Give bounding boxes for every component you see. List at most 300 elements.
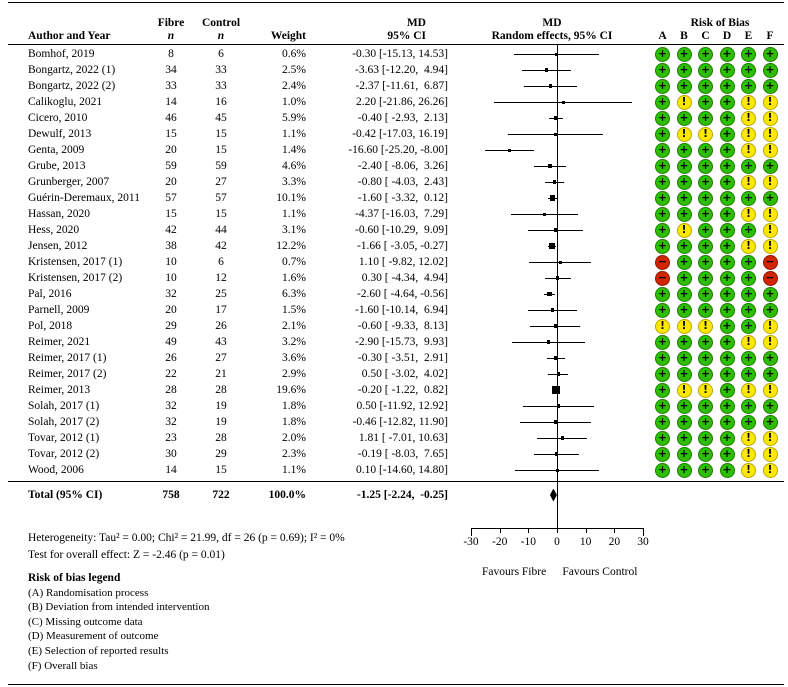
some-concerns-icon: ! xyxy=(763,175,778,190)
low-risk-icon: + xyxy=(698,159,713,174)
some-concerns-icon: ! xyxy=(677,127,692,142)
rob-cell xyxy=(652,302,788,318)
plot-cell xyxy=(452,446,652,462)
plot-cell xyxy=(452,142,652,158)
effect-marker xyxy=(554,324,557,327)
low-risk-icon: + xyxy=(698,95,713,110)
author-cell: Reimer, 2017 (1) xyxy=(28,352,107,364)
effect-marker xyxy=(548,164,552,168)
low-risk-icon: + xyxy=(741,79,756,94)
effect-marker xyxy=(553,180,557,184)
total-rob-cell xyxy=(652,486,788,504)
control-n-cell: 15 xyxy=(215,464,227,476)
effect-marker xyxy=(554,356,558,360)
low-risk-icon: + xyxy=(698,191,713,206)
effect-marker xyxy=(547,292,551,296)
low-risk-icon: + xyxy=(655,207,670,222)
effect-marker xyxy=(508,149,511,152)
rob-cell xyxy=(652,286,788,302)
low-risk-icon: + xyxy=(655,111,670,126)
md-ci-cell: -2.60 [ -4.64, -0.56] xyxy=(356,288,448,300)
fibre-n-cell: 30 xyxy=(165,448,177,460)
low-risk-icon: + xyxy=(698,143,713,158)
legend-items xyxy=(28,586,209,674)
low-risk-icon: + xyxy=(720,367,735,382)
bottom-rule xyxy=(8,684,784,685)
rob-cell xyxy=(652,62,788,78)
low-risk-icon: + xyxy=(741,255,756,270)
some-concerns-icon: ! xyxy=(763,335,778,350)
header-fibre-label: Fibre xyxy=(157,17,185,29)
fibre-n-cell: 32 xyxy=(165,416,177,428)
plot-cell xyxy=(452,110,652,126)
md-ci-cell: -1.66 [ -3.05, -0.27] xyxy=(356,240,448,252)
md-ci-cell: -0.20 [ -1.22, 0.82] xyxy=(357,384,448,396)
some-concerns-icon: ! xyxy=(763,143,778,158)
md-ci-cell: -0.40 [ -2.93, 2.13] xyxy=(357,112,448,124)
low-risk-icon: + xyxy=(698,207,713,222)
effect-marker xyxy=(545,68,548,71)
plot-cell xyxy=(452,382,652,398)
low-risk-icon: + xyxy=(677,239,692,254)
md-ci-cell: -4.37 [-16.03, 7.29] xyxy=(355,208,448,220)
fibre-n-cell: 59 xyxy=(165,160,177,172)
x-axis xyxy=(452,524,672,584)
author-cell: Hassan, 2020 xyxy=(28,208,90,220)
md-ci-cell: -0.42 [-17.03, 16.19] xyxy=(352,128,448,140)
low-risk-icon: + xyxy=(741,47,756,62)
header-risk-of-bias xyxy=(652,5,788,43)
low-risk-icon: + xyxy=(720,431,735,446)
plot-cell xyxy=(452,62,652,78)
weight-cell: 2.5% xyxy=(282,64,306,76)
control-n-cell: 45 xyxy=(215,112,227,124)
plot-cell xyxy=(452,126,652,142)
rob-cell xyxy=(652,414,788,430)
low-risk-icon: + xyxy=(698,239,713,254)
author-cell: Calikoglu, 2021 xyxy=(28,96,103,108)
md-ci-cell: 2.20 [-21.86, 26.26] xyxy=(356,96,448,108)
fibre-n-cell: 23 xyxy=(165,432,177,444)
low-risk-icon: + xyxy=(720,239,735,254)
some-concerns-icon: ! xyxy=(741,175,756,190)
rob-letter: D xyxy=(722,30,732,42)
weight-cell: 1.1% xyxy=(282,128,306,140)
md-ci-cell: -0.46 [-12.82, 11.90] xyxy=(352,416,448,428)
weight-cell: 0.6% xyxy=(282,48,306,60)
control-n-cell: 19 xyxy=(215,400,227,412)
low-risk-icon: + xyxy=(677,415,692,430)
author-cell: Grunberger, 2007 xyxy=(28,176,110,188)
top-rule xyxy=(8,2,784,3)
total-weight: 100.0% xyxy=(268,489,306,501)
low-risk-icon: + xyxy=(655,175,670,190)
low-risk-icon: + xyxy=(677,79,692,94)
control-n-cell: 17 xyxy=(215,304,227,316)
plot-cell xyxy=(452,78,652,94)
low-risk-icon: + xyxy=(741,271,756,286)
low-risk-icon: + xyxy=(698,47,713,62)
author-cell: Genta, 2009 xyxy=(28,144,85,156)
author-cell: Hess, 2020 xyxy=(28,224,80,236)
plot-cell xyxy=(452,174,652,190)
md-ci-cell: -16.60 [-25.20, -8.00] xyxy=(348,144,448,156)
fibre-n-cell: 15 xyxy=(165,128,177,140)
plot-cell xyxy=(452,190,652,206)
control-n-cell: 33 xyxy=(215,64,227,76)
header-md-label: MD xyxy=(406,17,426,29)
rob-letter: B xyxy=(680,30,688,42)
weight-cell: 1.1% xyxy=(282,208,306,220)
weight-cell: 1.8% xyxy=(282,400,306,412)
author-cell: Grube, 2013 xyxy=(28,160,86,172)
effect-marker xyxy=(551,308,554,311)
rob-cell xyxy=(652,174,788,190)
plot-cell xyxy=(452,398,652,414)
fibre-n-cell: 10 xyxy=(165,256,177,268)
low-risk-icon: + xyxy=(677,335,692,350)
some-concerns-icon: ! xyxy=(763,319,778,334)
some-concerns-icon: ! xyxy=(741,239,756,254)
control-n-cell: 44 xyxy=(215,224,227,236)
legend-item: (E) Selection of reported results xyxy=(28,644,169,657)
low-risk-icon: + xyxy=(720,47,735,62)
axis-tick xyxy=(471,528,472,536)
weight-cell: 0.7% xyxy=(282,256,306,268)
low-risk-icon: + xyxy=(698,415,713,430)
md-ci-cell: -0.80 [ -4.03, 2.43] xyxy=(357,176,448,188)
weight-cell: 19.6% xyxy=(276,384,306,396)
fibre-n-cell: 29 xyxy=(165,320,177,332)
low-risk-icon: + xyxy=(763,287,778,302)
low-risk-icon: + xyxy=(655,143,670,158)
low-risk-icon: + xyxy=(655,47,670,62)
fibre-n-cell: 46 xyxy=(165,112,177,124)
header-rule xyxy=(8,44,784,45)
low-risk-icon: + xyxy=(677,63,692,78)
author-cell: Reimer, 2013 xyxy=(28,384,91,396)
effect-marker xyxy=(549,84,552,87)
author-cell: Bomhof, 2019 xyxy=(28,48,95,60)
low-risk-icon: + xyxy=(655,383,670,398)
author-cell: Kristensen, 2017 (2) xyxy=(28,272,123,284)
rob-cell xyxy=(652,254,788,270)
fibre-n-cell: 14 xyxy=(165,96,177,108)
header-plot-md-label: MD xyxy=(542,17,562,29)
md-ci-cell: -1.60 [-10.14, 6.94] xyxy=(355,304,448,316)
header-weight: Weight xyxy=(270,30,306,42)
some-concerns-icon: ! xyxy=(763,95,778,110)
low-risk-icon: + xyxy=(698,351,713,366)
total-ci: -1.25 [-2.24, -0.25] xyxy=(356,489,448,501)
plot-cell xyxy=(452,46,652,62)
weight-cell: 3.6% xyxy=(282,352,306,364)
plot-cell xyxy=(452,270,652,286)
low-risk-icon: + xyxy=(720,143,735,158)
header-fibre-n-label: n xyxy=(167,30,175,42)
effect-marker xyxy=(550,195,555,200)
high-risk-icon: − xyxy=(763,255,778,270)
some-concerns-icon: ! xyxy=(741,111,756,126)
low-risk-icon: + xyxy=(655,447,670,462)
low-risk-icon: + xyxy=(655,191,670,206)
md-ci-cell: -2.37 [-11.61, 6.87] xyxy=(355,80,448,92)
weight-cell: 3.3% xyxy=(282,176,306,188)
rob-cell xyxy=(652,94,788,110)
low-risk-icon: + xyxy=(655,351,670,366)
low-risk-icon: + xyxy=(763,367,778,382)
low-risk-icon: + xyxy=(677,175,692,190)
low-risk-icon: + xyxy=(741,367,756,382)
fibre-n-cell: 22 xyxy=(165,368,177,380)
low-risk-icon: + xyxy=(720,175,735,190)
low-risk-icon: + xyxy=(677,287,692,302)
low-risk-icon: + xyxy=(763,191,778,206)
low-risk-icon: + xyxy=(720,351,735,366)
low-risk-icon: + xyxy=(698,303,713,318)
table-header xyxy=(0,5,788,43)
low-risk-icon: + xyxy=(720,223,735,238)
rob-letter: E xyxy=(744,30,753,42)
low-risk-icon: + xyxy=(720,399,735,414)
axis-tick-label: -30 xyxy=(463,536,479,548)
axis-tick-label: 10 xyxy=(579,536,592,548)
md-ci-cell: 1.81 [ -7.01, 10.63] xyxy=(358,432,448,444)
weight-cell: 1.8% xyxy=(282,416,306,428)
fibre-n-cell: 28 xyxy=(165,384,177,396)
low-risk-icon: + xyxy=(720,207,735,222)
effect-marker xyxy=(557,404,560,407)
effect-marker xyxy=(552,386,560,394)
rob-cell xyxy=(652,142,788,158)
control-n-cell: 21 xyxy=(215,368,227,380)
author-cell: Bongartz, 2022 (2) xyxy=(28,80,116,92)
plot-cell xyxy=(452,366,652,382)
low-risk-icon: + xyxy=(655,399,670,414)
legend-item: (D) Measurement of outcome xyxy=(28,630,159,643)
axis-tick xyxy=(557,528,558,533)
header-control-label: Control xyxy=(201,17,241,29)
fibre-n-cell: 57 xyxy=(165,192,177,204)
rob-cell xyxy=(652,270,788,286)
rob-cell xyxy=(652,206,788,222)
rob-letter: A xyxy=(658,30,667,42)
total-rule xyxy=(8,481,784,482)
total-fibre-n: 758 xyxy=(162,489,180,501)
low-risk-icon: + xyxy=(698,63,713,78)
rob-cell xyxy=(652,366,788,382)
low-risk-icon: + xyxy=(720,319,735,334)
axis-tick-label: 20 xyxy=(608,536,621,548)
some-concerns-icon: ! xyxy=(741,127,756,142)
axis-tick-label: -10 xyxy=(520,536,536,548)
low-risk-icon: + xyxy=(720,415,735,430)
fibre-n-cell: 26 xyxy=(165,352,177,364)
plot-cell xyxy=(452,238,652,254)
low-risk-icon: + xyxy=(677,431,692,446)
control-n-cell: 57 xyxy=(215,192,227,204)
low-risk-icon: + xyxy=(655,79,670,94)
effect-marker xyxy=(549,243,555,249)
effect-marker xyxy=(554,133,557,136)
md-ci-cell: 0.30 [ -4.34, 4.94] xyxy=(361,272,448,284)
low-risk-icon: + xyxy=(741,303,756,318)
low-risk-icon: + xyxy=(720,287,735,302)
some-concerns-icon: ! xyxy=(741,447,756,462)
legend-item: (F) Overall bias xyxy=(28,659,98,672)
author-cell: Reimer, 2021 xyxy=(28,336,91,348)
some-concerns-icon: ! xyxy=(741,95,756,110)
header-control-n xyxy=(194,5,248,43)
rob-cell xyxy=(652,446,788,462)
overall-effect-text: Test for overall effect: Z = -2.46 (p = 0.01) xyxy=(28,549,225,561)
axis-tick xyxy=(528,528,529,533)
low-risk-icon: + xyxy=(741,415,756,430)
low-risk-icon: + xyxy=(655,239,670,254)
low-risk-icon: + xyxy=(720,63,735,78)
fibre-n-cell: 15 xyxy=(165,208,177,220)
legend-item: (C) Missing outcome data xyxy=(28,615,143,628)
rob-letter: F xyxy=(766,30,774,42)
effect-marker xyxy=(554,228,557,231)
effect-marker xyxy=(555,452,558,455)
rob-cell xyxy=(652,158,788,174)
low-risk-icon: + xyxy=(720,79,735,94)
low-risk-icon: + xyxy=(677,143,692,158)
low-risk-icon: + xyxy=(698,271,713,286)
md-ci-cell: 1.10 [ -9.82, 12.02] xyxy=(358,256,448,268)
some-concerns-icon: ! xyxy=(698,319,713,334)
low-risk-icon: + xyxy=(763,415,778,430)
low-risk-icon: + xyxy=(655,127,670,142)
control-n-cell: 25 xyxy=(215,288,227,300)
low-risk-icon: + xyxy=(698,79,713,94)
effect-marker xyxy=(543,213,546,216)
low-risk-icon: + xyxy=(741,287,756,302)
low-risk-icon: + xyxy=(763,399,778,414)
plot-cell xyxy=(452,462,652,478)
weight-cell: 2.1% xyxy=(282,320,306,332)
control-n-cell: 28 xyxy=(215,432,227,444)
low-risk-icon: + xyxy=(677,255,692,270)
axis-tick-label: -20 xyxy=(491,536,508,548)
weight-cell: 1.6% xyxy=(282,272,306,284)
low-risk-icon: + xyxy=(655,463,670,478)
rob-cell xyxy=(652,334,788,350)
fibre-n-cell: 10 xyxy=(165,272,177,284)
weight-cell: 10.1% xyxy=(276,192,306,204)
low-risk-icon: + xyxy=(698,335,713,350)
some-concerns-icon: ! xyxy=(741,143,756,158)
some-concerns-icon: ! xyxy=(677,95,692,110)
weight-cell: 2.0% xyxy=(282,432,306,444)
md-ci-cell: -0.60 [ -9.33, 8.13] xyxy=(357,320,448,332)
plot-cell xyxy=(452,222,652,238)
low-risk-icon: + xyxy=(741,63,756,78)
low-risk-icon: + xyxy=(720,447,735,462)
some-concerns-icon: ! xyxy=(763,223,778,238)
study-rows-grid xyxy=(0,46,788,478)
total-row xyxy=(0,486,788,504)
control-n-cell: 33 xyxy=(215,80,227,92)
author-cell: Guérin-Deremaux, 2011 xyxy=(28,192,140,204)
weight-cell: 1.4% xyxy=(282,144,306,156)
plot-cell xyxy=(452,94,652,110)
plot-cell xyxy=(452,334,652,350)
low-risk-icon: + xyxy=(677,303,692,318)
plot-cell xyxy=(452,318,652,334)
effect-marker xyxy=(559,261,562,264)
low-risk-icon: + xyxy=(720,383,735,398)
low-risk-icon: + xyxy=(655,159,670,174)
effect-marker xyxy=(547,340,550,343)
author-cell: Pal, 2016 xyxy=(28,288,72,300)
low-risk-icon: + xyxy=(677,207,692,222)
some-concerns-icon: ! xyxy=(677,383,692,398)
control-n-cell: 12 xyxy=(215,272,227,284)
rob-cell xyxy=(652,110,788,126)
low-risk-icon: + xyxy=(698,255,713,270)
author-cell: Jensen, 2012 xyxy=(28,240,88,252)
weight-cell: 3.1% xyxy=(282,224,306,236)
low-risk-icon: + xyxy=(677,191,692,206)
header-control-n-label: n xyxy=(217,30,225,42)
some-concerns-icon: ! xyxy=(698,383,713,398)
rob-cell xyxy=(652,78,788,94)
plot-cell xyxy=(452,206,652,222)
low-risk-icon: + xyxy=(741,159,756,174)
low-risk-icon: + xyxy=(655,431,670,446)
author-cell: Tovar, 2012 (1) xyxy=(28,432,100,444)
low-risk-icon: + xyxy=(741,351,756,366)
fibre-n-cell: 20 xyxy=(165,304,177,316)
low-risk-icon: + xyxy=(655,95,670,110)
weight-cell: 5.9% xyxy=(282,112,306,124)
header-rob-label: Risk of Bias xyxy=(690,17,750,29)
low-risk-icon: + xyxy=(655,303,670,318)
control-n-cell: 16 xyxy=(215,96,227,108)
effect-marker xyxy=(556,469,559,472)
low-risk-icon: + xyxy=(720,95,735,110)
rob-cell xyxy=(652,238,788,254)
low-risk-icon: + xyxy=(763,303,778,318)
total-label: Total (95% CI) xyxy=(28,489,103,501)
weight-cell: 2.4% xyxy=(282,80,306,92)
low-risk-icon: + xyxy=(655,415,670,430)
control-n-cell: 28 xyxy=(215,384,227,396)
md-ci-cell: -2.90 [-15.73, 9.93] xyxy=(355,336,448,348)
control-n-cell: 43 xyxy=(215,336,227,348)
low-risk-icon: + xyxy=(677,159,692,174)
axis-tick xyxy=(500,528,501,533)
axis-tick-label: 0 xyxy=(554,536,560,548)
heterogeneity-text: Heterogeneity: Tau² = 0.00; Chi² = 21.99, df = 26 (p = 0.69); I² = 0% xyxy=(28,532,345,544)
some-concerns-icon: ! xyxy=(763,463,778,478)
low-risk-icon: + xyxy=(720,463,735,478)
author-cell: Bongartz, 2022 (1) xyxy=(28,64,116,76)
header-md-ci xyxy=(314,5,452,43)
control-n-cell: 6 xyxy=(218,256,224,268)
author-cell: Dewulf, 2013 xyxy=(28,128,92,140)
study-rows xyxy=(0,46,788,478)
rob-letter-row xyxy=(652,30,788,43)
control-n-cell: 19 xyxy=(215,416,227,428)
plot-cell xyxy=(452,414,652,430)
high-risk-icon: − xyxy=(763,271,778,286)
effect-marker xyxy=(554,116,558,120)
low-risk-icon: + xyxy=(720,159,735,174)
low-risk-icon: + xyxy=(698,287,713,302)
